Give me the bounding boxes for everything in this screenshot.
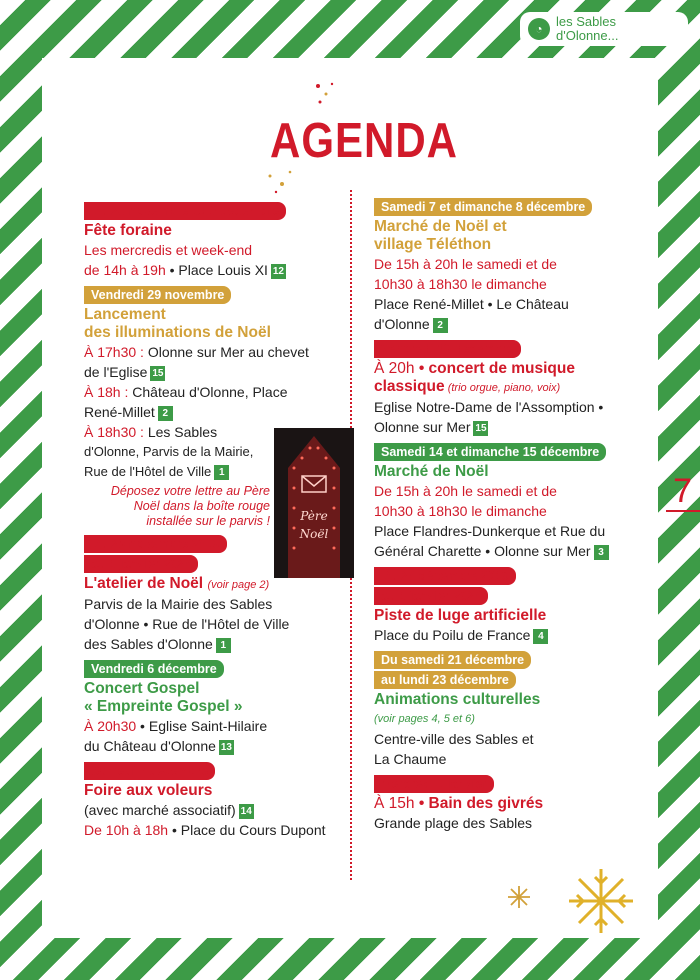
event-place: (avec marché associatif) [84,802,236,818]
event-place: Centre-ville des Sables et [374,731,534,747]
event-time: de 14h à 19h [84,262,166,278]
event-place: Place Flandres-Dunkerque et Rue du [374,523,606,539]
event-time: À 18h30 : [84,424,144,440]
event-line: Les mercredis et week-end [84,242,253,258]
event-title: À 15h • Bain des givrés [374,795,544,812]
event-place: Les Sables [143,424,218,440]
event-place: Général Charette • Olonne sur Mer [374,543,591,559]
right-column [374,198,640,839]
event-time: À 17h30 : [84,344,144,360]
page-title: AGENDA [270,112,459,168]
date-badge: Mercredi 1 janvier [374,775,494,793]
event-foire [84,762,342,840]
event-place: Place René-Millet • Le Château [374,296,569,312]
logo-line-1: les Sables [556,14,616,29]
event-place: • Place Louis XI [169,262,268,278]
event-place: d'Olonne, Parvis de la Mairie, [84,444,254,459]
page-number: 7 [673,472,692,510]
event-time: De 15h à 20h le samedi et de [374,256,557,272]
date-badge: Du samedi 21 décembre [374,651,531,669]
event-place: René-Millet [84,404,155,420]
date-badge: Du 20 décembre 2019 [374,567,516,585]
event-place: Olonne sur Mer [374,419,471,435]
date-badge: Samedi 7 et dimanche 8 décembre [374,198,592,216]
event-title: Marché de Noël [374,463,489,480]
event-marche-telethon [374,198,640,334]
event-bain-givres [374,775,640,833]
map-number: 15 [475,422,487,434]
event-title: Foire aux voleurs [84,782,213,799]
large-snowflake-icon [566,866,636,936]
event-time: 10h30 à 18h30 le dimanche [374,503,547,519]
map-number: 14 [240,805,252,817]
map-number: 4 [533,629,548,644]
event-title: Marché de Noël et village Téléthon [374,218,507,253]
date-badge: Vendredi 29 novembre [84,286,231,304]
date-badge: Du 23 novembre au 8 décembre [84,202,286,220]
event-place: des Sables d'Olonne [84,636,213,652]
map-number: 1 [216,638,231,653]
small-snowflake-icon [506,884,532,910]
event-place: du Château d'Olonne [84,738,216,754]
event-place: Parvis de la Mairie des Sables [84,596,273,612]
page-reference: (voir page 2) [207,579,270,591]
date-badge: au lundi 23 décembre [374,671,516,689]
event-time: 10h30 à 18h30 le dimanche [374,276,547,292]
logo-line-2: d'Olonne... [556,28,619,43]
event-title: L'atelier de Noël (voir page 2) [84,575,270,592]
date-badge: Samedi 14 et dimanche 15 décembre [374,443,606,461]
event-title: Concert Gospel « Empreinte Gospel » [84,680,243,715]
date-badge: Samedi 7 décembre [84,762,215,780]
event-time: À 18h : [84,384,129,400]
event-place: • Eglise Saint-Hilaire [136,718,268,734]
page-reference: (voir pages 4, 5 et 6) [374,713,475,725]
event-animations [374,651,640,769]
event-place: Rue de l'Hôtel de Ville [84,464,212,479]
event-title: Piste de luge artificielle [374,607,547,624]
date-badge: au 5 janvier 2020 [84,555,198,573]
event-time: De 15h à 20h le samedi et de [374,483,557,499]
map-number: 1 [214,465,229,480]
map-number: 13 [220,741,232,753]
date-badge: Vendredi 6 décembre [84,660,224,678]
event-concert-classique [374,340,640,437]
event-title: Fête foraine [84,222,172,239]
event-fete-foraine [84,202,342,280]
date-badge: Vendredi 13 décembre [374,340,521,358]
map-number: 3 [594,545,609,560]
event-place: • Place du Cours Dupont [168,822,326,838]
event-place: de l'Eglise [84,364,148,380]
event-place: d'Olonne [374,316,430,332]
pere-noel-mailbox-photo [274,428,354,578]
event-place: Olonne sur Mer au chevet [143,344,309,360]
event-place: Château d'Olonne, Place [128,384,288,400]
date-badge: au 5 janvier 2020 [374,587,488,605]
map-number: 12 [272,265,284,277]
date-badge: Du 29 novembre 2019 [84,535,227,553]
event-title: À 20h • concert de musique [374,360,575,377]
event-place: La Chaume [374,751,447,767]
event-place: Grande plage des Sables [374,815,532,831]
logo-icon: ◔ [528,18,550,40]
event-place: d'Olonne • Rue de l'Hôtel de Ville [84,616,290,632]
event-time: De 10h à 18h [84,822,169,838]
event-title: Lancement des illuminations de Noël [84,306,271,341]
city-logo[interactable] [520,12,688,46]
svg-text:Noël: Noël [299,527,329,541]
event-place: Eglise Notre-Dame de l'Assomption • [374,399,604,415]
event-time: À 20h30 [84,718,137,734]
event-place: Place du Poilu de France [374,627,531,643]
svg-text:Père: Père [300,509,328,523]
event-marche-noel [374,443,640,561]
page-number-underline [666,510,700,512]
map-number: 2 [158,406,173,421]
map-number: 2 [433,318,448,333]
letter-note: Déposez votre lettre au Père Noël dans la boîte rouge installée sur le parvis ! [110,484,270,528]
event-title: classique (trio orgue, piano, voix) [374,378,561,395]
event-title: Animations culturelles [374,691,541,708]
map-number: 15 [152,367,164,379]
event-piste-luge [374,567,640,645]
event-gospel [84,660,342,756]
